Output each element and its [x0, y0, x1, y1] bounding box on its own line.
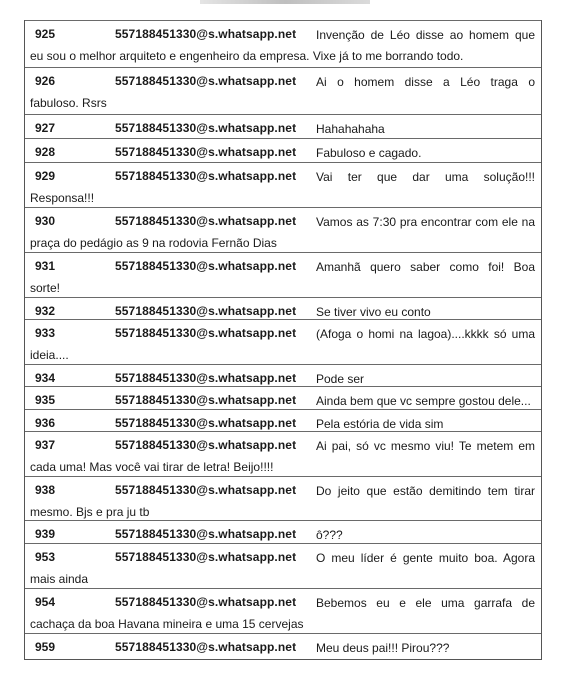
table-row [25, 20, 541, 68]
message-sender: 557188451330@s.whatsapp.net [115, 169, 297, 183]
table-row [25, 520, 541, 544]
message-text: (Afoga o homi na lagoa)....kkkk só uma ideia.... [30, 327, 535, 362]
message-id: 935 [35, 393, 56, 407]
message-text: Fabuloso e cagado. [316, 146, 422, 160]
message-id: 937 [35, 438, 56, 452]
table-row [25, 138, 541, 163]
table-row [25, 319, 541, 365]
message-sender: 557188451330@s.whatsapp.net [115, 304, 297, 318]
message-sender: 557188451330@s.whatsapp.net [115, 416, 297, 430]
message-id: 933 [35, 326, 56, 340]
message-id: 930 [35, 214, 56, 228]
message-text: Se tiver vivo eu conto [316, 305, 431, 319]
message-id: 954 [35, 595, 56, 609]
message-id: 932 [35, 304, 56, 318]
message-sender: 557188451330@s.whatsapp.net [115, 74, 297, 88]
message-id: 959 [35, 640, 56, 654]
message-sender: 557188451330@s.whatsapp.net [115, 550, 297, 564]
table-row [25, 114, 541, 139]
message-sender: 557188451330@s.whatsapp.net [115, 145, 297, 159]
message-text: Ai pai, só vc mesmo viu! Te metem em cada uma! Mas você vai tirar de letra! Beijo!!!! [30, 439, 535, 474]
message-id: 928 [35, 145, 56, 159]
table-row [25, 633, 541, 661]
table-row [25, 431, 541, 477]
table-row [25, 252, 541, 298]
message-sender: 557188451330@s.whatsapp.net [115, 27, 297, 41]
message-text: Pela estória de vida sim [316, 417, 444, 431]
message-text: Amanhã quero saber como foi! Boa sorte! [30, 260, 535, 295]
message-text: Do jeito que estão demitindo tem tirar mesmo. Bjs e pra ju tb [30, 484, 535, 519]
message-id: 927 [35, 121, 56, 135]
table-row [25, 364, 541, 387]
table-row [25, 162, 541, 208]
message-id: 931 [35, 259, 56, 273]
message-sender: 557188451330@s.whatsapp.net [115, 438, 297, 452]
table-row [25, 67, 541, 115]
message-id: 926 [35, 74, 56, 88]
table-row [25, 207, 541, 253]
message-text: Ainda bem que vc sempre gostou dele... [316, 394, 531, 408]
message-text: Invenção de Léo disse ao homem que eu sou o melhor arquiteto e engenheiro da empresa. Vixe já to me borrando todo. [30, 28, 535, 63]
table-row [25, 543, 541, 589]
message-text: ô??? [316, 528, 343, 542]
message-sender: 557188451330@s.whatsapp.net [115, 527, 297, 541]
message-sender: 557188451330@s.whatsapp.net [115, 640, 297, 654]
scan-artifact [200, 0, 370, 4]
message-id: 934 [35, 371, 56, 385]
message-id: 953 [35, 550, 56, 564]
message-table [24, 20, 542, 660]
table-row [25, 588, 541, 634]
message-text: Meu deus pai!!! Pirou??? [316, 641, 450, 655]
message-text: O meu líder é gente muito boa. Agora mais ainda [30, 551, 535, 586]
table-row [25, 476, 541, 521]
message-sender: 557188451330@s.whatsapp.net [115, 371, 297, 385]
message-text: Pode ser [316, 372, 365, 386]
message-text: Vai ter que dar uma solução!!! Responsa!!! [30, 170, 535, 205]
message-sender: 557188451330@s.whatsapp.net [115, 483, 297, 497]
message-sender: 557188451330@s.whatsapp.net [115, 595, 297, 609]
table-row [25, 409, 541, 432]
message-sender: 557188451330@s.whatsapp.net [115, 259, 297, 273]
table-row [25, 386, 541, 410]
message-id: 925 [35, 27, 56, 41]
message-sender: 557188451330@s.whatsapp.net [115, 393, 297, 407]
message-sender: 557188451330@s.whatsapp.net [115, 121, 297, 135]
message-text: Bebemos eu e ele uma garrafa de cachaça da boa Havana mineira e uma 15 cervejas [30, 596, 535, 631]
message-text: Hahahahaha [316, 122, 385, 136]
message-text: Ai o homem disse a Léo traga o fabuloso. Rsrs [30, 75, 535, 110]
message-id: 938 [35, 483, 56, 497]
table-row [25, 297, 541, 320]
message-sender: 557188451330@s.whatsapp.net [115, 326, 297, 340]
message-id: 929 [35, 169, 56, 183]
message-id: 939 [35, 527, 56, 541]
message-sender: 557188451330@s.whatsapp.net [115, 214, 297, 228]
message-id: 936 [35, 416, 56, 430]
message-text: Vamos as 7:30 pra encontrar com ele na praça do pedágio as 9 na rodovia Fernão Dias [30, 215, 535, 250]
